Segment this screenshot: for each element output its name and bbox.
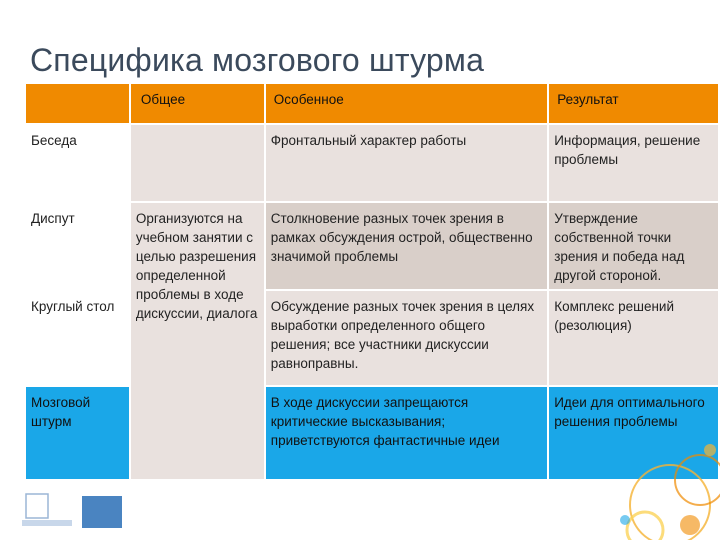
row-label-kruglyi-stol: Круглый стол xyxy=(26,291,131,387)
header-cell-empty xyxy=(26,84,131,125)
decorative-swirl-graphic xyxy=(550,410,720,540)
result-cell: Комплекс решений (резолюция) xyxy=(549,291,720,387)
header-common: Общее xyxy=(131,84,266,125)
row-label-disput: Диспут xyxy=(26,203,131,291)
table-row xyxy=(26,125,720,203)
common-cell: Организуются на учебном занятии с целью разрешения определенной проблемы в ходе дискуссии, диалога xyxy=(131,203,266,481)
header-special: Особенное xyxy=(266,84,549,125)
special-cell: Столкновение разных точек зрения в рамках обсуждения острой, общественно значимой проблемы xyxy=(266,203,549,291)
result-cell: Утверждение собственной точки зрения и победа над другой стороной. xyxy=(549,203,720,291)
corner-logo-graphic xyxy=(18,488,128,530)
row-label-mozgovoi-shturm: Мозговой штурм xyxy=(26,387,131,481)
row-label-beseda: Беседа xyxy=(26,125,131,203)
special-cell: Фронтальный характер работы xyxy=(266,125,549,203)
special-cell: Обсуждение разных точек зрения в целях выработки определенного общего решения; все участники дискуссии равноправны. xyxy=(266,291,549,387)
common-cell-empty xyxy=(131,125,266,203)
result-cell: Идеи для оптимального решения проблемы xyxy=(549,387,720,481)
table-row xyxy=(26,291,720,387)
header-row xyxy=(26,84,720,125)
page-title: Специфика мозгового штурма xyxy=(30,42,485,78)
header-result: Результат xyxy=(549,84,720,125)
result-cell: Информация, решение проблемы xyxy=(549,125,720,203)
table-row xyxy=(26,203,720,291)
special-cell: В ходе дискуссии запрещаются критические высказывания; приветствуются фантастичные идеи xyxy=(266,387,549,481)
